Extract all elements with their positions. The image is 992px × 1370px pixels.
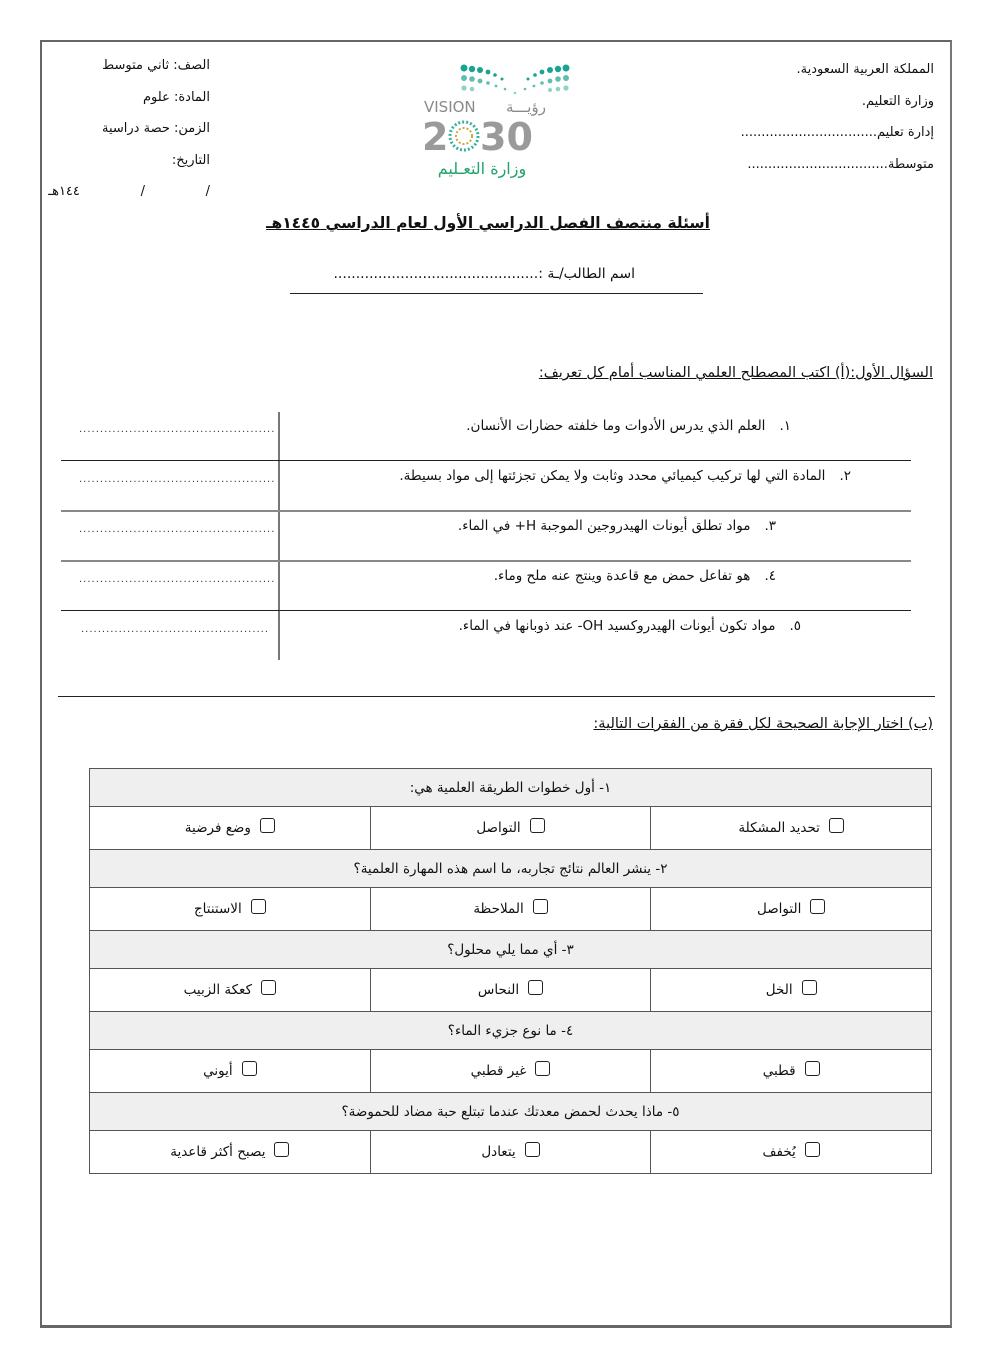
- mcq-option-label: يصبح أكثر قاعدية: [170, 1144, 266, 1160]
- mcq-option[interactable]: [90, 1131, 371, 1174]
- directorate-field[interactable]: إدارة تعليم.................................: [740, 125, 934, 140]
- mcq-option-label: الخل: [765, 982, 793, 998]
- checkbox-icon[interactable]: [533, 899, 548, 914]
- checkbox-icon[interactable]: [805, 1142, 820, 1157]
- mcq-options-row: [90, 888, 932, 931]
- mcq-question-text: ٥- ماذا يحدث لحمض معدتك عندما تبتلع حبة مضاد للحموضة؟: [90, 1093, 932, 1131]
- checkbox-icon[interactable]: [261, 980, 276, 995]
- checkbox-icon[interactable]: [530, 818, 545, 833]
- mcq-option[interactable]: [370, 1050, 651, 1093]
- time-label: الزمن: حصة دراسية: [102, 121, 210, 136]
- mcq-options-row: [90, 1131, 932, 1174]
- definition-number: ١.: [779, 418, 791, 434]
- mcq-option[interactable]: [651, 1050, 932, 1093]
- checkbox-icon[interactable]: [251, 899, 266, 914]
- checkbox-icon[interactable]: [242, 1061, 257, 1076]
- mcq-question-text: ٤- ما نوع جزيء الماء؟: [90, 1012, 932, 1050]
- definition-answer-field[interactable]: ...............................................: [79, 474, 276, 485]
- checkbox-icon[interactable]: [525, 1142, 540, 1157]
- mcq-option-label: تحديد المشكلة: [738, 820, 820, 836]
- mcq-option-label: يتعادل: [481, 1144, 516, 1160]
- definition-text: المادة التي لها تركيب كيميائي محدد وثابت ولا يمكن تجزئتها إلى مواد بسيطة.: [399, 468, 826, 484]
- checkbox-icon[interactable]: [829, 818, 844, 833]
- definition-answer-field[interactable]: ...............................................: [79, 574, 276, 585]
- definition-answer-field[interactable]: ...............................................: [79, 524, 276, 535]
- mcq-question-text: ٣- أي مما يلي محلول؟: [90, 931, 932, 969]
- mcq-question-text: ٢- ينشر العالم نتائج تجاربه، ما اسم هذه المهارة العلمية؟: [90, 850, 932, 888]
- mcq-option[interactable]: [651, 969, 932, 1012]
- date-field[interactable]: [48, 145, 210, 208]
- definition-row: [61, 412, 911, 462]
- mcq-option-label: يُخفف: [762, 1144, 796, 1160]
- svg-text:وزارة التعـليم: وزارة التعـليم: [437, 159, 527, 178]
- mcq-option-label: التواصل: [476, 820, 521, 836]
- definitions-table: [61, 412, 911, 660]
- mcq-option-label: قطبي: [762, 1063, 796, 1079]
- svg-text:VISION: VISION: [424, 98, 476, 116]
- mcq-question-row: [90, 1093, 932, 1131]
- mcq-option[interactable]: [370, 807, 651, 850]
- date-value: / / ١٤٤هـ: [48, 184, 210, 199]
- kingdom-label: المملكة العربية السعودية.: [796, 62, 934, 77]
- svg-text:رؤيـــة: رؤيـــة: [506, 98, 546, 116]
- question1-heading: السؤال الأول:(أ) اكتب المصطلح العلمي المناسب أمام كل تعريف:: [538, 365, 933, 381]
- mcq-option[interactable]: [90, 888, 371, 931]
- definition-text: العلم الذي يدرس الأدوات وما خلفته حضارات الأنسان.: [466, 418, 766, 434]
- checkbox-icon[interactable]: [802, 980, 817, 995]
- definition-row: [61, 612, 911, 662]
- mcq-option-label: النحاس: [477, 982, 520, 998]
- checkbox-icon[interactable]: [805, 1061, 820, 1076]
- mcq-option[interactable]: [370, 969, 651, 1012]
- mcq-option-label: وضع فرضية: [184, 820, 251, 836]
- checkbox-icon[interactable]: [535, 1061, 550, 1076]
- mcq-options-row: [90, 969, 932, 1012]
- definition-number: ٢.: [839, 468, 851, 484]
- definition-row: [61, 512, 911, 562]
- mcq-option[interactable]: [651, 807, 932, 850]
- definition-row: [61, 462, 911, 512]
- definition-row: [61, 562, 911, 612]
- mcq-option-label: غير قطبي: [470, 1063, 527, 1079]
- ministry-label: وزارة التعليم.: [861, 93, 934, 109]
- mcq-question-row: [90, 931, 932, 969]
- mcq-option-label: الملاحظة: [473, 901, 524, 917]
- definition-number: ٥.: [789, 618, 801, 634]
- multiple-choice-heading: (ب) اختار الإجابة الصحيحة لكل فقرة من الفقرات التالية:: [593, 716, 933, 732]
- definition-answer-field[interactable]: ...............................................: [79, 424, 276, 435]
- mcq-option[interactable]: [90, 807, 371, 850]
- mcq-question-row: [90, 1012, 932, 1050]
- grade-label: الصف: ثاني متوسط: [102, 58, 210, 73]
- logo-dots-icon: [418, 60, 578, 180]
- section-divider: [58, 696, 935, 697]
- mcq-question-row: [90, 769, 932, 807]
- mcq-option[interactable]: [651, 1131, 932, 1174]
- multiple-choice-table: [89, 768, 932, 1174]
- mcq-option-label: التواصل: [756, 901, 802, 917]
- row-divider: [61, 460, 911, 461]
- definition-number: ٣.: [764, 518, 776, 534]
- checkbox-icon[interactable]: [260, 818, 275, 833]
- definition-number: ٤.: [764, 568, 776, 584]
- mcq-option[interactable]: [370, 1131, 651, 1174]
- name-underline: [290, 293, 703, 294]
- mcq-question-text: ١- أول خطوات الطريقة العلمية هي:: [90, 769, 932, 807]
- mcq-option[interactable]: [90, 1050, 371, 1093]
- checkbox-icon[interactable]: [274, 1142, 289, 1157]
- definition-text: هو تفاعل حمض مع قاعدة وينتج عنه ملح وماء.: [493, 568, 751, 584]
- student-name-field[interactable]: اسم الطالب/ـة :..............................................: [333, 266, 635, 282]
- checkbox-icon[interactable]: [528, 980, 543, 995]
- mcq-option-label: الاستنتاج: [193, 901, 242, 917]
- mcq-options-row: [90, 807, 932, 850]
- checkbox-icon[interactable]: [810, 899, 825, 914]
- school-field[interactable]: متوسطة..................................: [747, 156, 934, 172]
- definition-text: مواد تطلق أيونات الهيدروجين الموجبة H+ في الماء.: [457, 518, 751, 534]
- svg-text:2: 2: [422, 115, 451, 159]
- mcq-option-label: أيوني: [203, 1063, 233, 1079]
- mcq-option-label: كعكة الزبيب: [183, 982, 252, 998]
- header-exam-info: [48, 50, 210, 208]
- mcq-option[interactable]: [651, 888, 932, 931]
- row-divider: [61, 610, 911, 611]
- mcq-option[interactable]: [90, 969, 371, 1012]
- exam-title: أسئلة منتصف الفصل الدراسي الأول لعام الدراسي ١٤٤٥هـ: [266, 214, 710, 232]
- mcq-options-row: [90, 1050, 932, 1093]
- subject-label: المادة: علوم: [143, 89, 210, 105]
- definition-text: مواد تكون أيونات الهيدروكسيد OH- عند ذوبانها في الماء.: [458, 618, 776, 634]
- header-school-info: [714, 54, 934, 180]
- date-label: التاريخ:: [171, 152, 210, 168]
- vision-2030-ministry-logo: [418, 60, 578, 180]
- svg-text:30: 30: [480, 115, 533, 159]
- mcq-question-row: [90, 850, 932, 888]
- mcq-option[interactable]: [370, 888, 651, 931]
- definition-answer-field[interactable]: .............................................: [81, 624, 270, 635]
